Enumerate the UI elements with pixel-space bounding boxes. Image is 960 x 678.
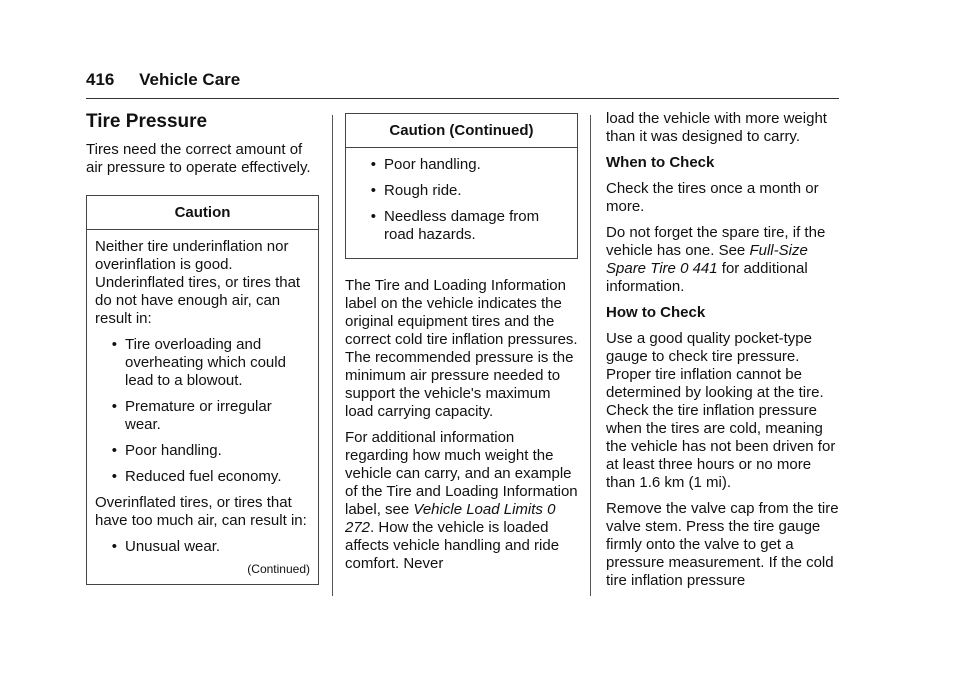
bullet-icon: • [111, 398, 117, 415]
section-heading: Tire Pressure [86, 111, 208, 132]
caution-box [86, 195, 319, 585]
cross-reference-link[interactable]: Full-Size Spare Tire [606, 242, 808, 277]
list-item: • Poor handling. [354, 156, 569, 174]
column-3 [606, 110, 840, 598]
subheading-how-to-check: How to Check [606, 304, 706, 321]
caution-title: Caution (Continued) [346, 114, 577, 148]
column-divider-1 [332, 115, 333, 596]
list-item: • Premature or irregular wear. [95, 398, 310, 434]
body-paragraph: Use a good quality pocket-type gauge to check tire pressure. Proper tire inflation cannot be determined by looking at the tire. Check the tire inflation pressure when the tires are cold, meaning the vehicle has not been driven for at least three hours or no more than 1.6 km (1 mi). [606, 330, 836, 491]
column-2 [345, 113, 578, 581]
bullet-icon: • [370, 156, 376, 173]
body-paragraph: load the vehicle with more weight than it was designed to carry. [606, 110, 827, 145]
bullet-icon: • [111, 442, 117, 459]
subheading-when-to-check: When to Check [606, 154, 715, 171]
body-paragraph: Do not forget the spare tire, if the vehicle has one. See Full-Size Spare Tire 0 441 for additional information. [606, 224, 826, 295]
bullet-icon: • [370, 182, 376, 199]
bullet-icon: • [111, 468, 117, 485]
caution-paragraph: Neither tire underinflation nor overinflation is good. Underinflated tires, or tires that do not have enough air, can result in: [95, 238, 301, 327]
caution-title: Caution [87, 196, 318, 230]
list-item: • Tire overloading and overheating which could lead to a blowout. [95, 336, 310, 390]
caution-paragraph: Overinflated tires, or tires that have too much air, can result in: [95, 494, 307, 529]
body-paragraph: For additional information regarding how much weight the vehicle can carry, and an example of the Tire and Loading Information label, see Vehicle Load Limits 0 272. How the vehicle is loaded affects vehicle handling and ride comfort. Never [345, 429, 578, 572]
list-item: • Reduced fuel economy. [95, 468, 310, 486]
list-item: • Unusual wear. [95, 538, 310, 556]
page-reference: 0 441 [680, 260, 718, 277]
section-title: Vehicle Care [139, 70, 241, 89]
caution-continued-box [345, 113, 578, 259]
page-header [86, 71, 240, 89]
bullet-icon: • [111, 538, 117, 555]
cross-reference-link[interactable]: Vehicle Load Limits [413, 501, 543, 518]
column-divider-2 [590, 115, 591, 596]
header-rule [86, 98, 839, 99]
body-paragraph: Check the tires once a month or more. [606, 180, 819, 215]
column-1 [86, 111, 319, 585]
page-reference: 0 272 [345, 501, 556, 536]
list-item: • Needless damage from road hazards. [354, 208, 569, 244]
bullet-icon: • [370, 208, 376, 225]
list-item: • Rough ride. [354, 182, 569, 200]
body-paragraph: Remove the valve cap from the tire valve stem. Press the tire gauge firmly onto the valve to get a pressure measurement. If the cold tire inflation pressure [606, 500, 839, 589]
body-paragraph: The Tire and Loading Information label on the vehicle indicates the original equipment tires and the correct cold tire inflation pressures. The recommended pressure is the minimum air pressure needed to support the vehicle's maximum load carrying capacity. [345, 277, 578, 420]
page-number: 416 [86, 70, 115, 89]
continued-label: (Continued) [247, 562, 310, 576]
intro-paragraph: Tires need the correct amount of air pressure to operate effectively. [86, 141, 311, 176]
bullet-icon: • [111, 336, 117, 353]
list-item: • Poor handling. [95, 442, 310, 460]
